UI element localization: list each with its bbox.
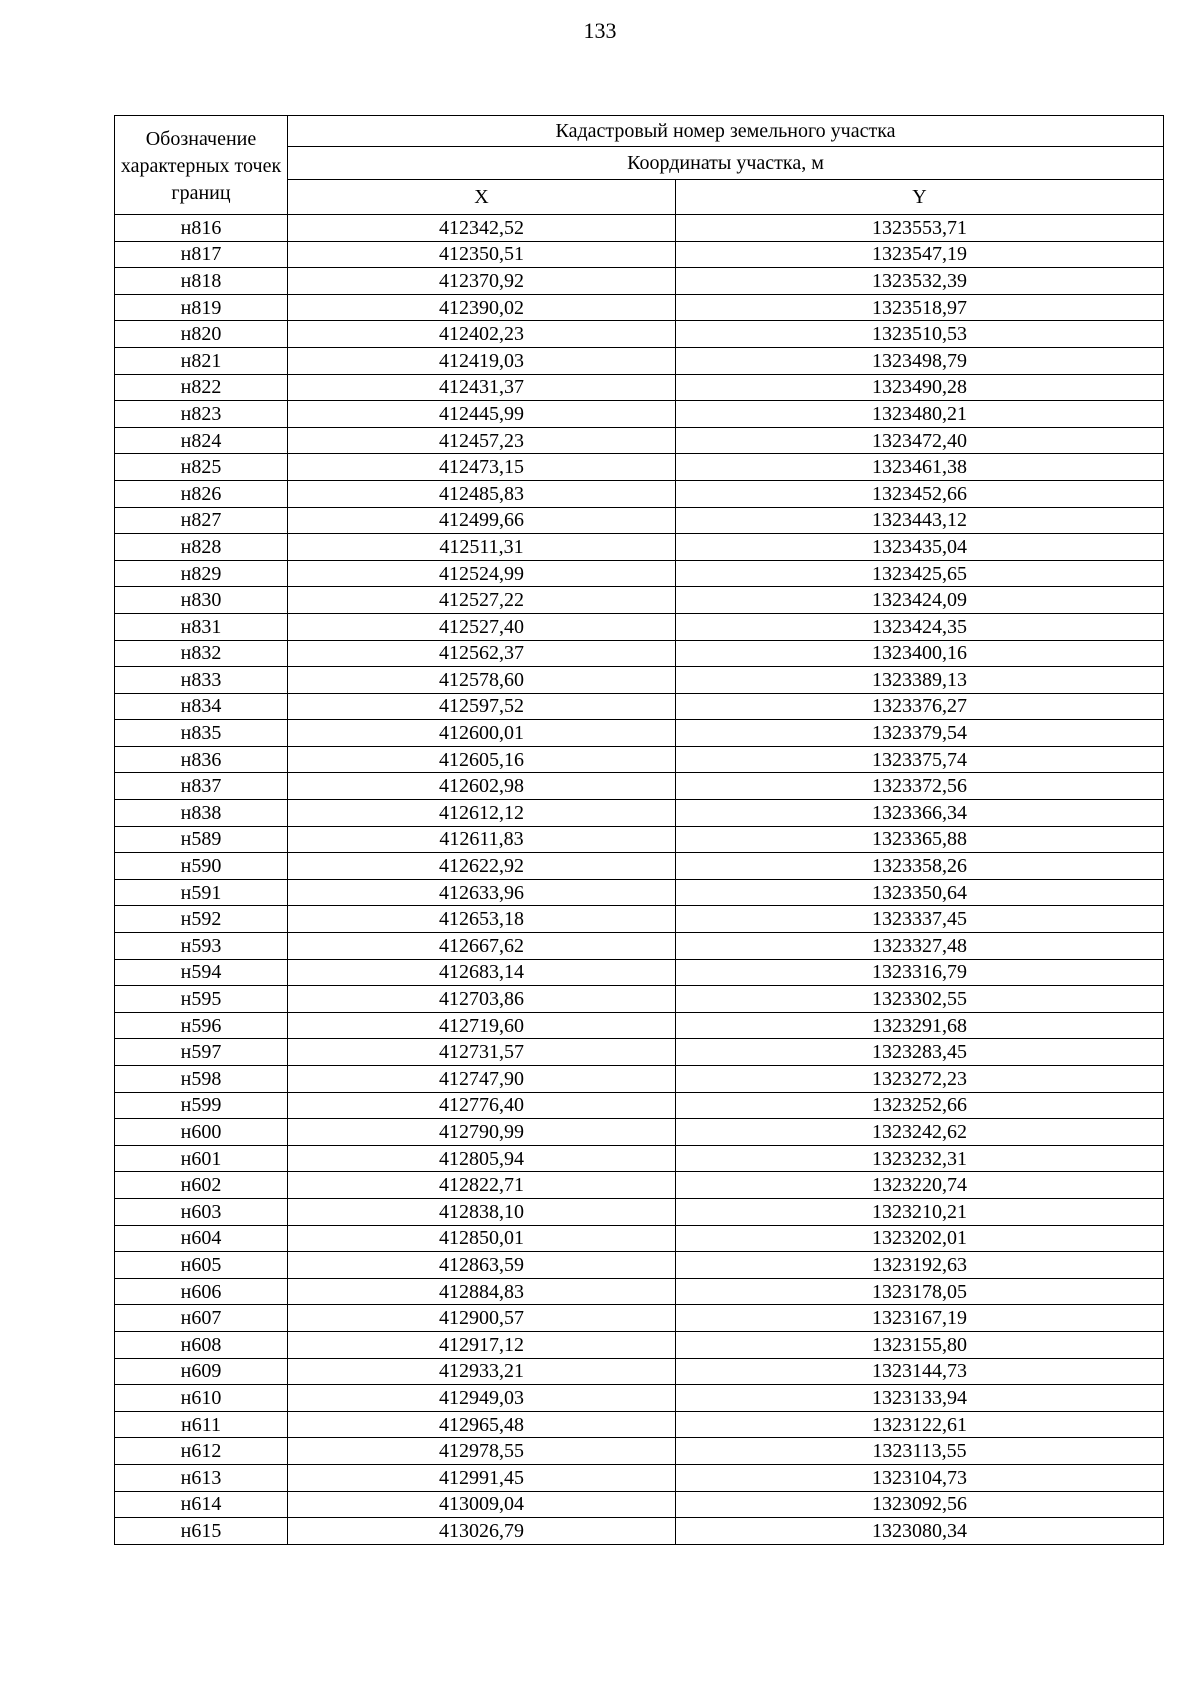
y-cell: 1323366,34 [676, 800, 1164, 827]
x-cell: 412884,83 [288, 1278, 676, 1305]
y-cell: 1323092,56 [676, 1491, 1164, 1518]
x-cell: 412683,14 [288, 959, 676, 986]
y-cell: 1323510,53 [676, 321, 1164, 348]
table-row [115, 1464, 1164, 1491]
y-cell: 1323472,40 [676, 427, 1164, 454]
point-cell: н819 [115, 294, 288, 321]
x-cell: 412611,83 [288, 826, 676, 853]
table-row [115, 613, 1164, 640]
y-cell: 1323532,39 [676, 268, 1164, 295]
coordinates-table [114, 115, 1164, 1545]
y-cell: 1323553,71 [676, 215, 1164, 242]
table-row [115, 800, 1164, 827]
point-cell: н603 [115, 1198, 288, 1225]
table-row [115, 1172, 1164, 1199]
point-cell: н613 [115, 1464, 288, 1491]
x-cell: 412457,23 [288, 427, 676, 454]
y-cell: 1323337,45 [676, 906, 1164, 933]
x-cell: 412445,99 [288, 401, 676, 428]
table-row [115, 294, 1164, 321]
point-cell: н597 [115, 1039, 288, 1066]
x-cell: 412562,37 [288, 640, 676, 667]
point-cell: н599 [115, 1092, 288, 1119]
point-cell: н610 [115, 1385, 288, 1412]
y-cell: 1323252,66 [676, 1092, 1164, 1119]
point-cell: н816 [115, 215, 288, 242]
y-cell: 1323424,09 [676, 587, 1164, 614]
x-cell: 412667,62 [288, 933, 676, 960]
x-cell: 412850,01 [288, 1225, 676, 1252]
table-row [115, 720, 1164, 747]
table-row [115, 241, 1164, 268]
y-cell: 1323424,35 [676, 613, 1164, 640]
table-row [115, 534, 1164, 561]
table-row [115, 1305, 1164, 1332]
table-row [115, 1119, 1164, 1146]
table-row [115, 1066, 1164, 1093]
point-cell: н831 [115, 613, 288, 640]
table-row [115, 401, 1164, 428]
point-cell: н598 [115, 1066, 288, 1093]
y-cell: 1323379,54 [676, 720, 1164, 747]
table-row [115, 268, 1164, 295]
table-row [115, 853, 1164, 880]
point-cell: н605 [115, 1252, 288, 1279]
y-cell: 1323155,80 [676, 1331, 1164, 1358]
point-cell: н832 [115, 640, 288, 667]
point-cell: н601 [115, 1145, 288, 1172]
x-cell: 412776,40 [288, 1092, 676, 1119]
table-row [115, 587, 1164, 614]
x-cell: 412978,55 [288, 1438, 676, 1465]
point-cell: н824 [115, 427, 288, 454]
table-row [115, 215, 1164, 242]
y-cell: 1323210,21 [676, 1198, 1164, 1225]
x-cell: 412653,18 [288, 906, 676, 933]
y-cell: 1323443,12 [676, 507, 1164, 534]
page-number: 133 [583, 18, 617, 43]
x-cell: 412527,22 [288, 587, 676, 614]
point-cell: н838 [115, 800, 288, 827]
table-header [115, 116, 1164, 215]
point-cell: н612 [115, 1438, 288, 1465]
y-cell: 1323192,63 [676, 1252, 1164, 1279]
point-cell: н828 [115, 534, 288, 561]
point-cell: н596 [115, 1012, 288, 1039]
x-cell: 412633,96 [288, 879, 676, 906]
point-cell: н591 [115, 879, 288, 906]
table-row [115, 773, 1164, 800]
y-cell: 1323302,55 [676, 986, 1164, 1013]
x-cell: 412863,59 [288, 1252, 676, 1279]
table-body [115, 215, 1164, 1545]
table-row [115, 933, 1164, 960]
y-cell: 1323498,79 [676, 347, 1164, 374]
y-cell: 1323490,28 [676, 374, 1164, 401]
y-cell: 1323327,48 [676, 933, 1164, 960]
table-row [115, 693, 1164, 720]
y-cell: 1323113,55 [676, 1438, 1164, 1465]
point-cell: н826 [115, 480, 288, 507]
y-cell: 1323291,68 [676, 1012, 1164, 1039]
x-cell: 412747,90 [288, 1066, 676, 1093]
x-cell: 413026,79 [288, 1518, 676, 1545]
x-cell: 412622,92 [288, 853, 676, 880]
x-cell: 412731,57 [288, 1039, 676, 1066]
table-row [115, 1278, 1164, 1305]
point-cell: н606 [115, 1278, 288, 1305]
point-cell: н590 [115, 853, 288, 880]
x-cell: 412419,03 [288, 347, 676, 374]
table-row [115, 1331, 1164, 1358]
table-row [115, 1225, 1164, 1252]
table-row [115, 1252, 1164, 1279]
y-cell: 1323518,97 [676, 294, 1164, 321]
table-row [115, 1039, 1164, 1066]
header-coordinates: Координаты участка, м [288, 147, 1164, 180]
table-row [115, 959, 1164, 986]
table-row [115, 1385, 1164, 1412]
point-cell: н830 [115, 587, 288, 614]
point-cell: н592 [115, 906, 288, 933]
y-cell: 1323358,26 [676, 853, 1164, 880]
y-cell: 1323104,73 [676, 1464, 1164, 1491]
x-cell: 412933,21 [288, 1358, 676, 1385]
point-cell: н602 [115, 1172, 288, 1199]
point-cell: н818 [115, 268, 288, 295]
x-cell: 412900,57 [288, 1305, 676, 1332]
y-cell: 1323316,79 [676, 959, 1164, 986]
y-cell: 1323178,05 [676, 1278, 1164, 1305]
x-cell: 412965,48 [288, 1411, 676, 1438]
x-cell: 412511,31 [288, 534, 676, 561]
y-cell: 1323167,19 [676, 1305, 1164, 1332]
point-cell: н823 [115, 401, 288, 428]
x-cell: 412838,10 [288, 1198, 676, 1225]
x-cell: 412402,23 [288, 321, 676, 348]
x-cell: 412524,99 [288, 560, 676, 587]
y-cell: 1323283,45 [676, 1039, 1164, 1066]
x-cell: 412342,52 [288, 215, 676, 242]
x-cell: 412612,12 [288, 800, 676, 827]
x-cell: 412527,40 [288, 613, 676, 640]
table-row [115, 640, 1164, 667]
x-cell: 412917,12 [288, 1331, 676, 1358]
point-cell: н614 [115, 1491, 288, 1518]
point-cell: н608 [115, 1331, 288, 1358]
table-row [115, 1145, 1164, 1172]
header-x: X [288, 180, 676, 215]
point-cell: н820 [115, 321, 288, 348]
y-cell: 1323400,16 [676, 640, 1164, 667]
x-cell: 412991,45 [288, 1464, 676, 1491]
point-cell: н835 [115, 720, 288, 747]
x-cell: 412597,52 [288, 693, 676, 720]
y-cell: 1323376,27 [676, 693, 1164, 720]
point-cell: н593 [115, 933, 288, 960]
y-cell: 1323133,94 [676, 1385, 1164, 1412]
table-row [115, 1358, 1164, 1385]
table-row [115, 1518, 1164, 1545]
header-y: Y [676, 180, 1164, 215]
x-cell: 412485,83 [288, 480, 676, 507]
point-cell: н825 [115, 454, 288, 481]
y-cell: 1323202,01 [676, 1225, 1164, 1252]
header-cadastral-number: Кадастровый номер земельного участка [288, 116, 1164, 147]
table-row [115, 507, 1164, 534]
table-row [115, 826, 1164, 853]
x-cell: 412605,16 [288, 746, 676, 773]
table-row [115, 427, 1164, 454]
x-cell: 412350,51 [288, 241, 676, 268]
x-cell: 412390,02 [288, 294, 676, 321]
point-cell: н836 [115, 746, 288, 773]
table-row [115, 746, 1164, 773]
y-cell: 1323242,62 [676, 1119, 1164, 1146]
y-cell: 1323547,19 [676, 241, 1164, 268]
table-row [115, 906, 1164, 933]
point-cell: н604 [115, 1225, 288, 1252]
x-cell: 412499,66 [288, 507, 676, 534]
table-row [115, 1012, 1164, 1039]
table-row [115, 1092, 1164, 1119]
point-cell: н829 [115, 560, 288, 587]
y-cell: 1323144,73 [676, 1358, 1164, 1385]
point-cell: н611 [115, 1411, 288, 1438]
table-row [115, 374, 1164, 401]
x-cell: 412431,37 [288, 374, 676, 401]
x-cell: 412370,92 [288, 268, 676, 295]
point-cell: н609 [115, 1358, 288, 1385]
table-row [115, 1411, 1164, 1438]
table-row [115, 1491, 1164, 1518]
table-row [115, 667, 1164, 694]
y-cell: 1323389,13 [676, 667, 1164, 694]
point-cell: н833 [115, 667, 288, 694]
y-cell: 1323425,65 [676, 560, 1164, 587]
point-cell: н607 [115, 1305, 288, 1332]
point-cell: н615 [115, 1518, 288, 1545]
point-cell: н837 [115, 773, 288, 800]
y-cell: 1323435,04 [676, 534, 1164, 561]
x-cell: 412578,60 [288, 667, 676, 694]
x-cell: 412600,01 [288, 720, 676, 747]
table-row [115, 1198, 1164, 1225]
point-cell: н834 [115, 693, 288, 720]
x-cell: 413009,04 [288, 1491, 676, 1518]
header-point-designation: Обозначение характерных точек границ [115, 116, 288, 215]
x-cell: 412473,15 [288, 454, 676, 481]
table-row [115, 986, 1164, 1013]
y-cell: 1323220,74 [676, 1172, 1164, 1199]
y-cell: 1323350,64 [676, 879, 1164, 906]
table-row [115, 1438, 1164, 1465]
x-cell: 412822,71 [288, 1172, 676, 1199]
y-cell: 1323080,34 [676, 1518, 1164, 1545]
x-cell: 412703,86 [288, 986, 676, 1013]
table-row [115, 879, 1164, 906]
x-cell: 412790,99 [288, 1119, 676, 1146]
table-row [115, 480, 1164, 507]
y-cell: 1323461,38 [676, 454, 1164, 481]
point-cell: н600 [115, 1119, 288, 1146]
y-cell: 1323480,21 [676, 401, 1164, 428]
y-cell: 1323372,56 [676, 773, 1164, 800]
x-cell: 412949,03 [288, 1385, 676, 1412]
table-row [115, 321, 1164, 348]
y-cell: 1323452,66 [676, 480, 1164, 507]
table-row [115, 454, 1164, 481]
y-cell: 1323365,88 [676, 826, 1164, 853]
y-cell: 1323232,31 [676, 1145, 1164, 1172]
y-cell: 1323122,61 [676, 1411, 1164, 1438]
point-cell: н589 [115, 826, 288, 853]
table-row [115, 347, 1164, 374]
point-cell: н821 [115, 347, 288, 374]
y-cell: 1323272,23 [676, 1066, 1164, 1093]
point-cell: н594 [115, 959, 288, 986]
point-cell: н827 [115, 507, 288, 534]
point-cell: н817 [115, 241, 288, 268]
x-cell: 412805,94 [288, 1145, 676, 1172]
x-cell: 412719,60 [288, 1012, 676, 1039]
x-cell: 412602,98 [288, 773, 676, 800]
point-cell: н595 [115, 986, 288, 1013]
y-cell: 1323375,74 [676, 746, 1164, 773]
point-cell: н822 [115, 374, 288, 401]
table-row [115, 560, 1164, 587]
